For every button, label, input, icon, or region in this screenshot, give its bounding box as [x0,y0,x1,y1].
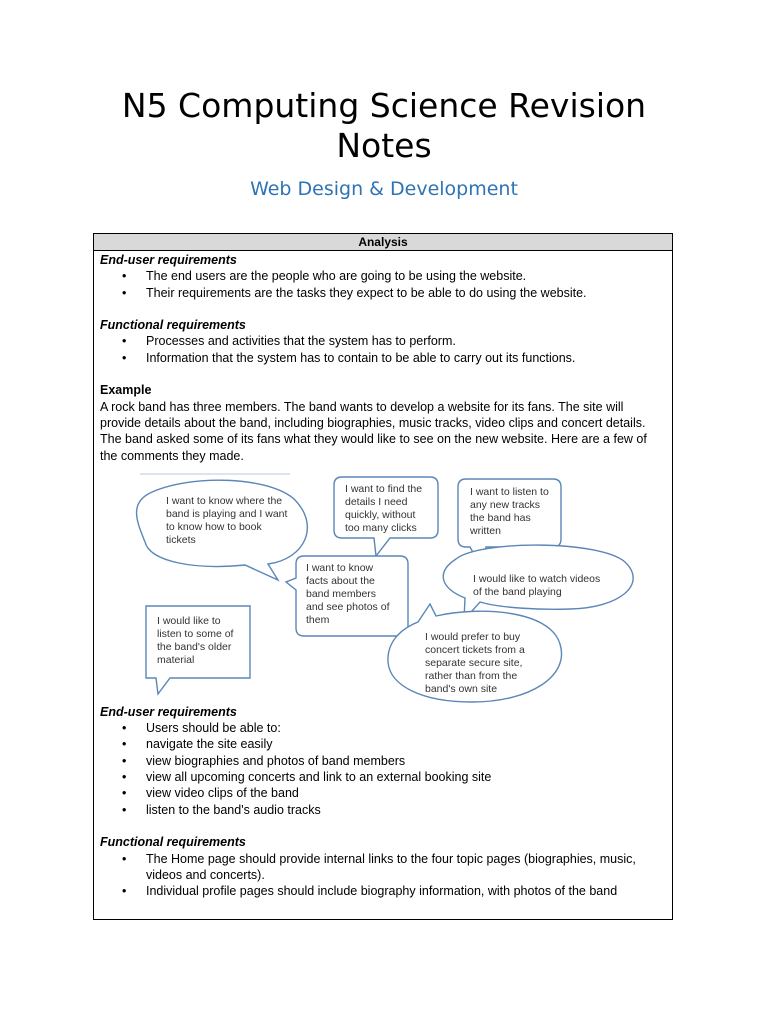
list-item: • listen to the band's audio tracks [122,802,321,817]
end-user-definition-list [100,268,666,301]
list-item: • Their requirements are the tasks they expect to be able to do using the website. [122,285,587,300]
bubble-videos-text: I would like to watch videos of the band playing [473,572,601,598]
list-item: • Individual profile pages should include biography information, with photos of the band [122,884,618,899]
functional-requirements-heading: Functional requirements [100,318,246,333]
list-item: • view all upcoming concerts and link to an external booking site [122,770,492,785]
speech-bubble-band-facts [286,556,408,636]
bullet-icon: • [122,802,127,817]
bullet-icon: • [122,770,127,785]
list-item: • Processes and activities that the system has to perform. [122,334,456,349]
bullet-icon: • [122,721,127,736]
bullet-icon: • [122,285,127,300]
end-user-requirements-list [100,720,666,818]
speech-bubble-tickets [137,480,308,580]
speech-bubble-older-material [146,606,250,694]
analysis-body [94,251,672,899]
bubble-tickets-text: I want to know where the band is playing and I want to know how to book tickets [166,494,288,546]
analysis-header: Analysis [94,234,672,251]
list-item: • The end users are the people who are going to be using the website. [122,269,527,284]
list-item: • The Home page should provide internal links to the four topic pages (biographies, music, videos and concerts). [122,851,636,882]
bubble-quick-details-text: I want to find the details I need quickly, without too many clicks [345,482,423,534]
list-item: • navigate the site easily [122,737,273,752]
bubble-new-tracks-text: I want to listen to any new tracks the band has written [470,485,549,537]
bubble-band-facts-text: I want to know facts about the band members and see photos of them [306,561,390,626]
bullet-icon: • [122,350,127,365]
list-item: • view video clips of the band [122,786,299,801]
example-paragraph-2: The band asked some of its fans what they would like to see on the new website. Here are a few of the comments they made. [100,432,647,463]
end-user-requirements-heading-2: End-user requirements [100,704,237,719]
analysis-table [93,233,673,920]
speech-bubble-videos [443,545,633,620]
bullet-icon: • [122,269,127,284]
document-title [0,86,768,166]
list-item: • Information that the system has to contain to be able to carry out its functions. [122,350,576,365]
list-item: • view biographies and photos of band members [122,753,406,768]
example-heading: Example [100,383,152,398]
title-line-2: Notes [336,126,432,165]
bubble-secure-site-text: I would prefer to buy concert tickets from a separate secure site, rather than from the band's own site [425,630,525,695]
bullet-icon: • [122,753,127,768]
functional-requirements-heading-2: Functional requirements [100,835,246,850]
functional-definition-list [100,333,666,366]
end-user-requirements-heading: End-user requirements [100,253,237,267]
bullet-icon: • [122,334,127,349]
list-item: • Users should be able to: [122,721,281,736]
bullet-icon: • [122,786,127,801]
bullet-icon: • [122,737,127,752]
speech-bubbles-figure [100,464,666,704]
bubble-older-material-text: I would like to listen to some of the band's older material [157,614,234,666]
speech-bubbles-image [100,464,666,704]
functional-requirements-list [100,851,666,900]
example-paragraph-1: A rock band has three members. The band wants to develop a website for its fans. The site will provide details about the band, including biographies, music tracks, video clips and concert details. [100,399,646,430]
speech-bubble-quick-details [334,477,438,556]
title-line-1: N5 Computing Science Revision [121,86,647,125]
document-subtitle: Web Design & Development [250,178,518,200]
bullet-icon: • [122,851,127,866]
bullet-icon: • [122,884,127,899]
speech-bubble-secure-site [388,604,562,702]
